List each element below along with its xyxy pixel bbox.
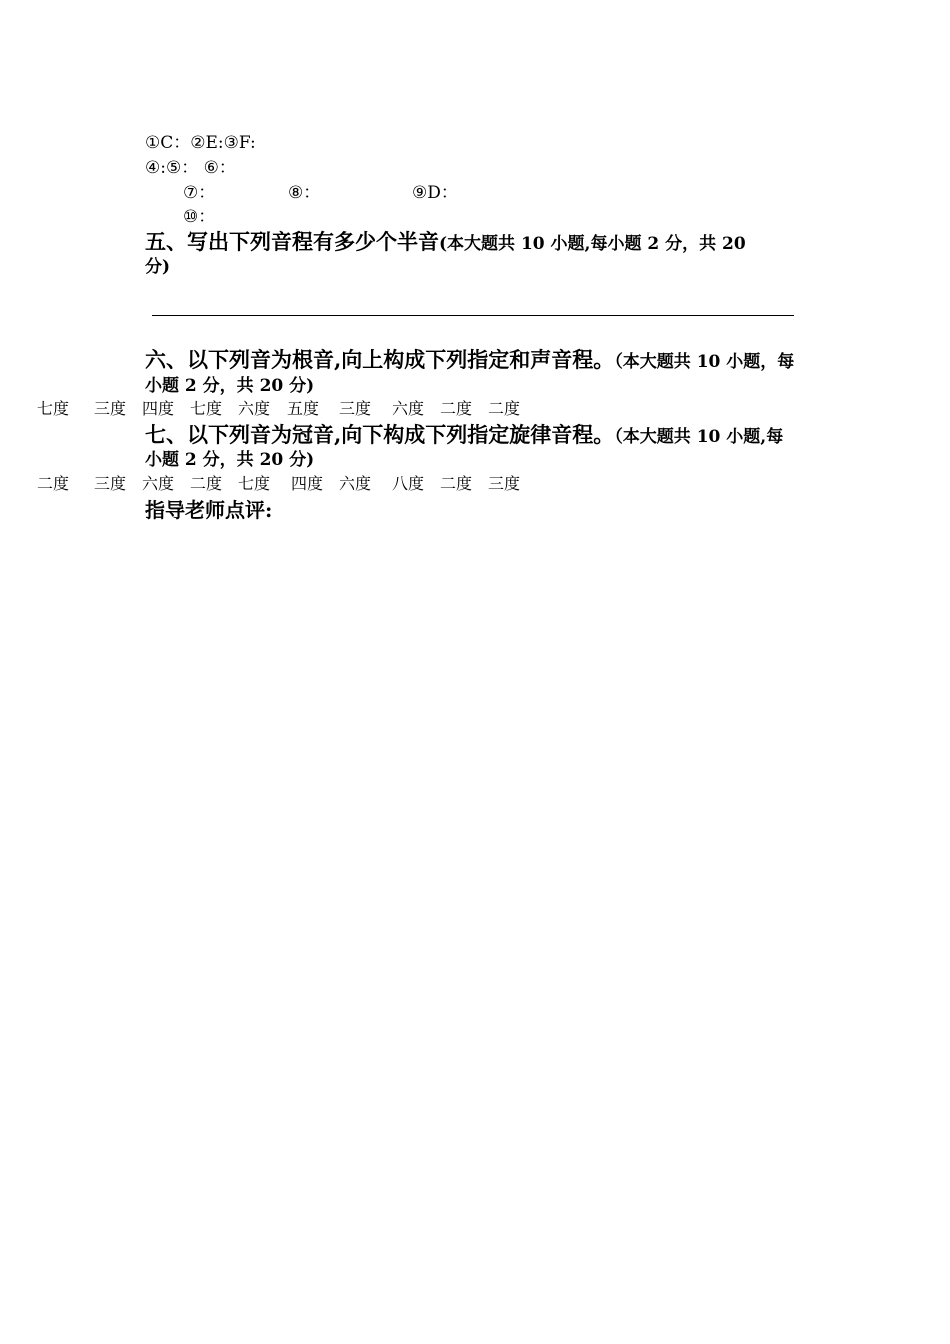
section6-title-line [145, 344, 794, 374]
section5-note: (本大题共 10 小题,每小题 2 分，共 20 [439, 234, 746, 254]
section5-title-line [145, 226, 746, 256]
interval-label: 二度 [190, 474, 223, 493]
section6-note-cont: 小题 2 分，共 20 分) [145, 376, 315, 396]
section6-interval-row [0, 396, 950, 418]
answer-item-8: ⑧： [288, 183, 321, 203]
section7-interval-row [0, 471, 950, 493]
section7-note-cont: 小题 2 分，共 20 分) [145, 450, 315, 470]
interval-label: 二度 [440, 399, 473, 418]
answer-underline [152, 315, 794, 316]
section5-heading: 五、写出下列音程有多少个半音 [145, 229, 439, 254]
interval-label: 三度 [94, 399, 127, 418]
interval-label: 二度 [37, 474, 70, 493]
interval-label: 七度 [238, 474, 271, 493]
interval-label: 六度 [142, 474, 175, 493]
interval-label: 六度 [339, 474, 372, 493]
section5-note-cont: 分) [145, 257, 171, 277]
section6-heading: 六、以下列音为根音,向上构成下列指定和声音程。 [145, 347, 615, 372]
answer-item-7: ⑦： [183, 183, 216, 203]
answer-line-1: ①C：②E:③F: [145, 133, 256, 153]
interval-label: 四度 [142, 399, 175, 418]
answer-item-10: ⑩： [183, 207, 216, 227]
answer-item-9: ⑨D： [412, 183, 458, 203]
interval-label: 七度 [37, 399, 70, 418]
interval-label: 八度 [392, 474, 425, 493]
interval-label: 六度 [392, 399, 425, 418]
interval-label: 五度 [287, 399, 320, 418]
section7-note: （本大题共 10 小题,每 [614, 427, 784, 447]
teacher-comment-label: 指导老师点评: [145, 498, 273, 522]
interval-label: 二度 [440, 474, 473, 493]
section6-note: （本大题共 10 小题，每 [614, 352, 795, 372]
interval-label: 三度 [488, 474, 521, 493]
interval-label: 四度 [291, 474, 324, 493]
interval-label: 七度 [190, 399, 223, 418]
interval-label: 六度 [238, 399, 271, 418]
section7-heading: 七、以下列音为冠音,向下构成下列指定旋律音程。 [145, 422, 615, 447]
interval-label: 三度 [94, 474, 127, 493]
answer-line-2: ④:⑤： ⑥： [145, 158, 236, 178]
interval-label: 二度 [488, 399, 521, 418]
interval-label: 三度 [339, 399, 372, 418]
